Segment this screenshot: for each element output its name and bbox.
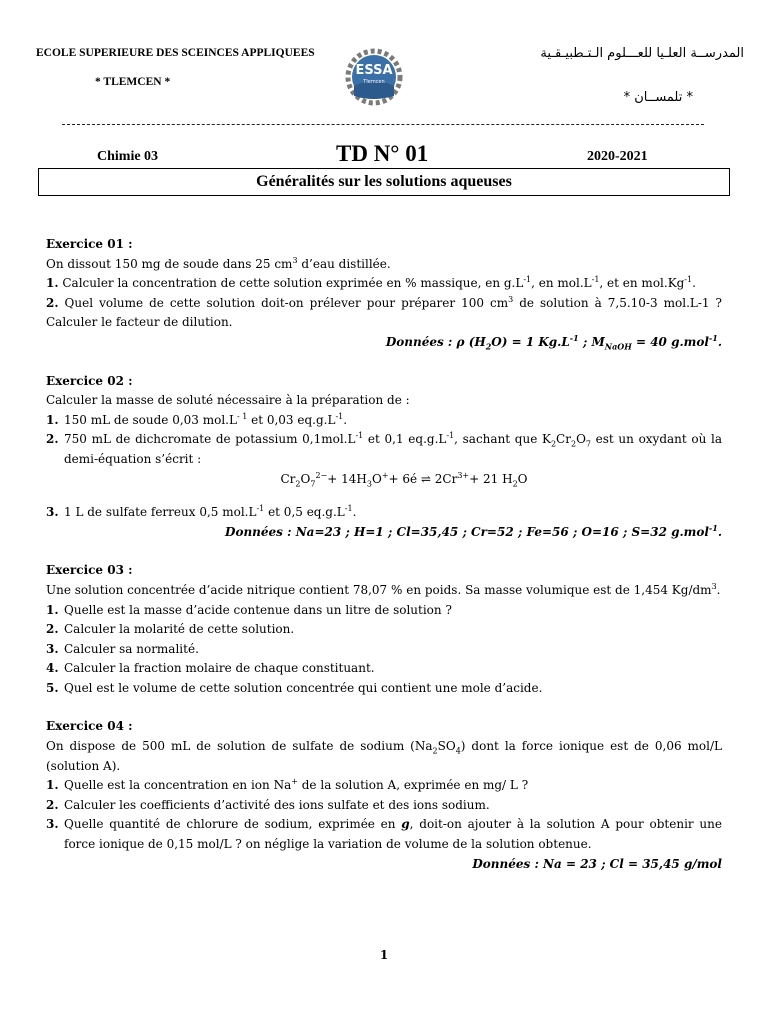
list-item: 3. Calculer sa normalité. <box>46 641 199 656</box>
exercise-2-title: Exercice 02 : <box>46 373 133 388</box>
exercise-4-given-data: Données : Na = 23 ; Cl = 35,45 g/mol <box>472 856 722 871</box>
school-logo <box>334 46 408 108</box>
exercise-2 <box>46 372 722 543</box>
exercise-4 <box>46 717 722 874</box>
page-number: 1 <box>379 948 389 962</box>
exercise-4-question-2: 2. Calculer les coefficients d’activité des ions sulfate et des ions sodium. <box>46 797 490 812</box>
document-title: Généralités sur les solutions aqueuses <box>38 168 730 196</box>
exercise-1-question-2: 2. Quel volume de cette solution doit-on prélever pour préparer 100 $cm^3$ de solution à 7,5.10-3 mol.L-1 ? Calculer le facteur de dilution. <box>46 294 722 330</box>
academic-year: 2020-2021 <box>587 149 648 164</box>
city-fr: * TLEMCEN * <box>95 76 171 88</box>
course-name: Chimie 03 <box>97 149 159 164</box>
logo-text: ESSA <box>355 63 393 78</box>
exercise-4-title: Exercice 04 : <box>46 719 133 734</box>
exercise-3-title: Exercice 03 : <box>46 563 133 578</box>
document-body <box>46 235 722 874</box>
exercise-1-question-1: 1. Calculer la concentration de cette solution exprimée en % massique, en $g.L^{-1}$, en $mol.L^{-1}$, et en $mol.Kg^{-1}$. <box>46 275 696 291</box>
exercise-2-question-3: 3. 1 L de sulfate ferreux 0,5 $mol.L^{-1}$ et 0,5 $eq.g.L^{-1}$. <box>46 504 357 520</box>
exercise-1-intro: On dissout 150 mg de soude dans 25 $cm^3$ d’eau distillée. <box>46 255 391 271</box>
header-separator <box>62 124 704 125</box>
exercise-1-title: Exercice 01 : <box>46 237 133 251</box>
exercise-1 <box>46 235 722 353</box>
logo-subtext: Tlemcen <box>363 79 385 85</box>
half-equation: $Cr_2O_7^{2-}+ 14H_3O^++$ 6é ⇌ $2Cr^{3+}+ 21$ $H_2O$ <box>280 470 528 488</box>
exercise-2-question-2: 2. 750 mL de dichcromate de potassium $0,1mol.L^{-1}$ et 0,1 $eq.g.L^{-1}$, sachant que $K_2Cr_2O_7$ est un oxydant où la demi-équation s’écrit : <box>46 431 723 466</box>
td-number: TD N° 01 <box>336 141 429 166</box>
exercise-4-question-3: 3. Quelle quantité de chlorure de sodium, exprimée en g, doit-on ajouter à la solution A pour obtenir une force ionique de 0,15 mol/L ? on néglige la variation de volume de la solution obtenue. <box>46 817 722 852</box>
school-name-fr: ECOLE SUPERIEURE DES SCEINCES APPLIQUEES <box>36 47 315 59</box>
list-item: 2. Calculer la molarité de cette solution. <box>46 622 295 637</box>
exercise-4-intro: On dispose de 500 mL de solution de sulfate de sodium $(Na_2SO_4)$ dont la force ionique est de 0,06 mol/L (solution A). <box>46 739 723 773</box>
exercise-2-intro: Calculer la masse de soluté nécessaire à la préparation de : <box>46 393 410 408</box>
exercise-4-question-1: 1. Quelle est la concentration en ion Na+ de la solution A, exprimée en mg/ L ? <box>46 777 529 793</box>
exercise-2-question-1: 1. 150 mL de soude 0,03 $mol.L^{- 1}$ et 0,03 $eq.g.L^{-1}$. <box>46 411 348 427</box>
list-item: 1. Quelle est la masse d’acide contenue dans un litre de solution ? <box>46 602 452 617</box>
school-name-ar: المدرســة العلـيا للعـــلوم الـتـطبيـقـية <box>540 46 744 61</box>
city-ar: * تلمســان * <box>623 90 693 105</box>
exercise-3-intro: Une solution concentrée d’acide nitrique contient 78,07 % en poids. Sa masse volumique est de 1,454 $Kg/dm^3$. <box>46 581 721 597</box>
exercise-1-given-data: Données : ρ $(H_2O) = 1$ $Kg.L^{-1}$ ; $M_{NaOH} = 40$ g.mol$^{-1}$. <box>385 332 722 352</box>
list-item: 5. Quel est le volume de cette solution concentrée qui contient une mole d’acide. <box>46 680 543 695</box>
exercise-2-given-data: Données : Na=23 ; H=1 ; Cl=35,45 ; Cr=52 ; Fe=56 ; O=16 ; S=32 g.mol$^{-1}$. <box>225 522 722 539</box>
exercise-3 <box>46 561 722 698</box>
list-item: 4. Calculer la fraction molaire de chaque constituant. <box>46 661 375 676</box>
